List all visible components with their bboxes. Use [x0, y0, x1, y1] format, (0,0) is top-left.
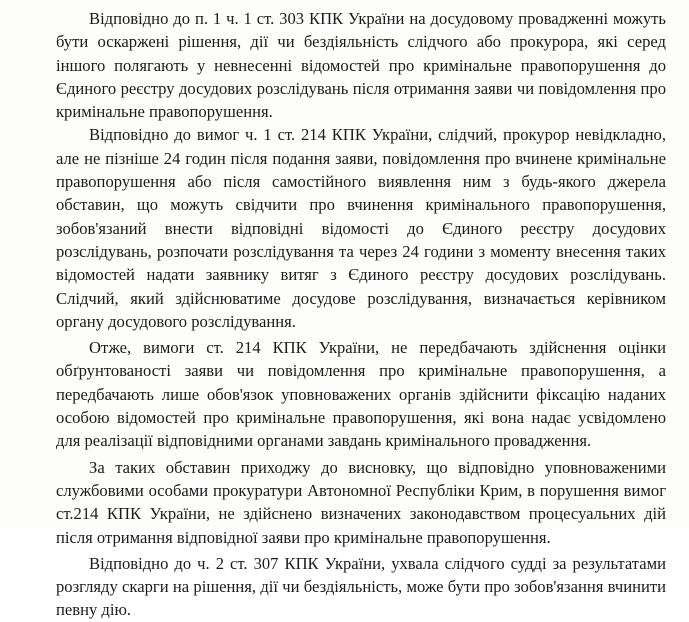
paragraph-4: За таких обставин приходжу до висновку, що відповідно уповноваженими службовими особами прокуратури Автономної Республіки Крим, в порушення вимог ст.214 КПК України, не здійснено визначених законодавством процесуальних дій після отримання відповідної заяви про кримінальне правопорушення. — [56, 457, 666, 547]
paragraph-2: Відповідно до вимог ч. 1 ст. 214 КПК України, слідчий, прокурор невідкладно, але не пізніше 24 годин після подання заяви, повідомлення про вчинене кримінальне правопорушення або після самостійного виявлення ним з будь-якого джерела обставин, що можуть свідчити про вчинення кримінального правопорушення, зобов'язаний внести відповідні відомості до Єдиного реєстру досудових розслідувань, розпочати розслідування та через 24 години з моменту внесення таких відомостей надати заявнику витяг з Єдиного реєстру досудових розслідувань. Слідчий, який здійснюватиме досудове розслідування, визначається керівником органу досудового розслідування. — [56, 125, 666, 331]
paragraph-5: Відповідно до ч. 2 ст. 307 КПК України, ухвала слідчого судді за результатами розгляду скарги на рішення, дії чи бездіяльність, може бути про зобов'язання вчинити певну дію. — [56, 553, 666, 620]
paragraph-1: Відповідно до п. 1 ч. 1 ст. 303 КПК України на досудовому провадженні можуть бути оскаржені рішення, дії чи бездіяльність слідчого або прокурора, які серед іншого полягають у невнесенні відомостей про кримінальне правопорушення до Єдиного реєстру досудових розслідувань після отримання заяви чи повідомлення про кримінальне правопорушення. — [56, 9, 666, 122]
document-body — [56, 7, 666, 622]
paragraph-3: Отже, вимоги ст. 214 КПК України, не передбачають здійснення оцінки обґрунтованості заяви чи повідомлення про кримінальне правопорушення, а передбачають лише обов'язок уповноважених органів здійснити фіксацію наданих особою відомостей про кримінальне правопорушення, які вона надає усвідомлено для реалізації відповідними органами завдань кримінального провадження. — [56, 338, 666, 451]
